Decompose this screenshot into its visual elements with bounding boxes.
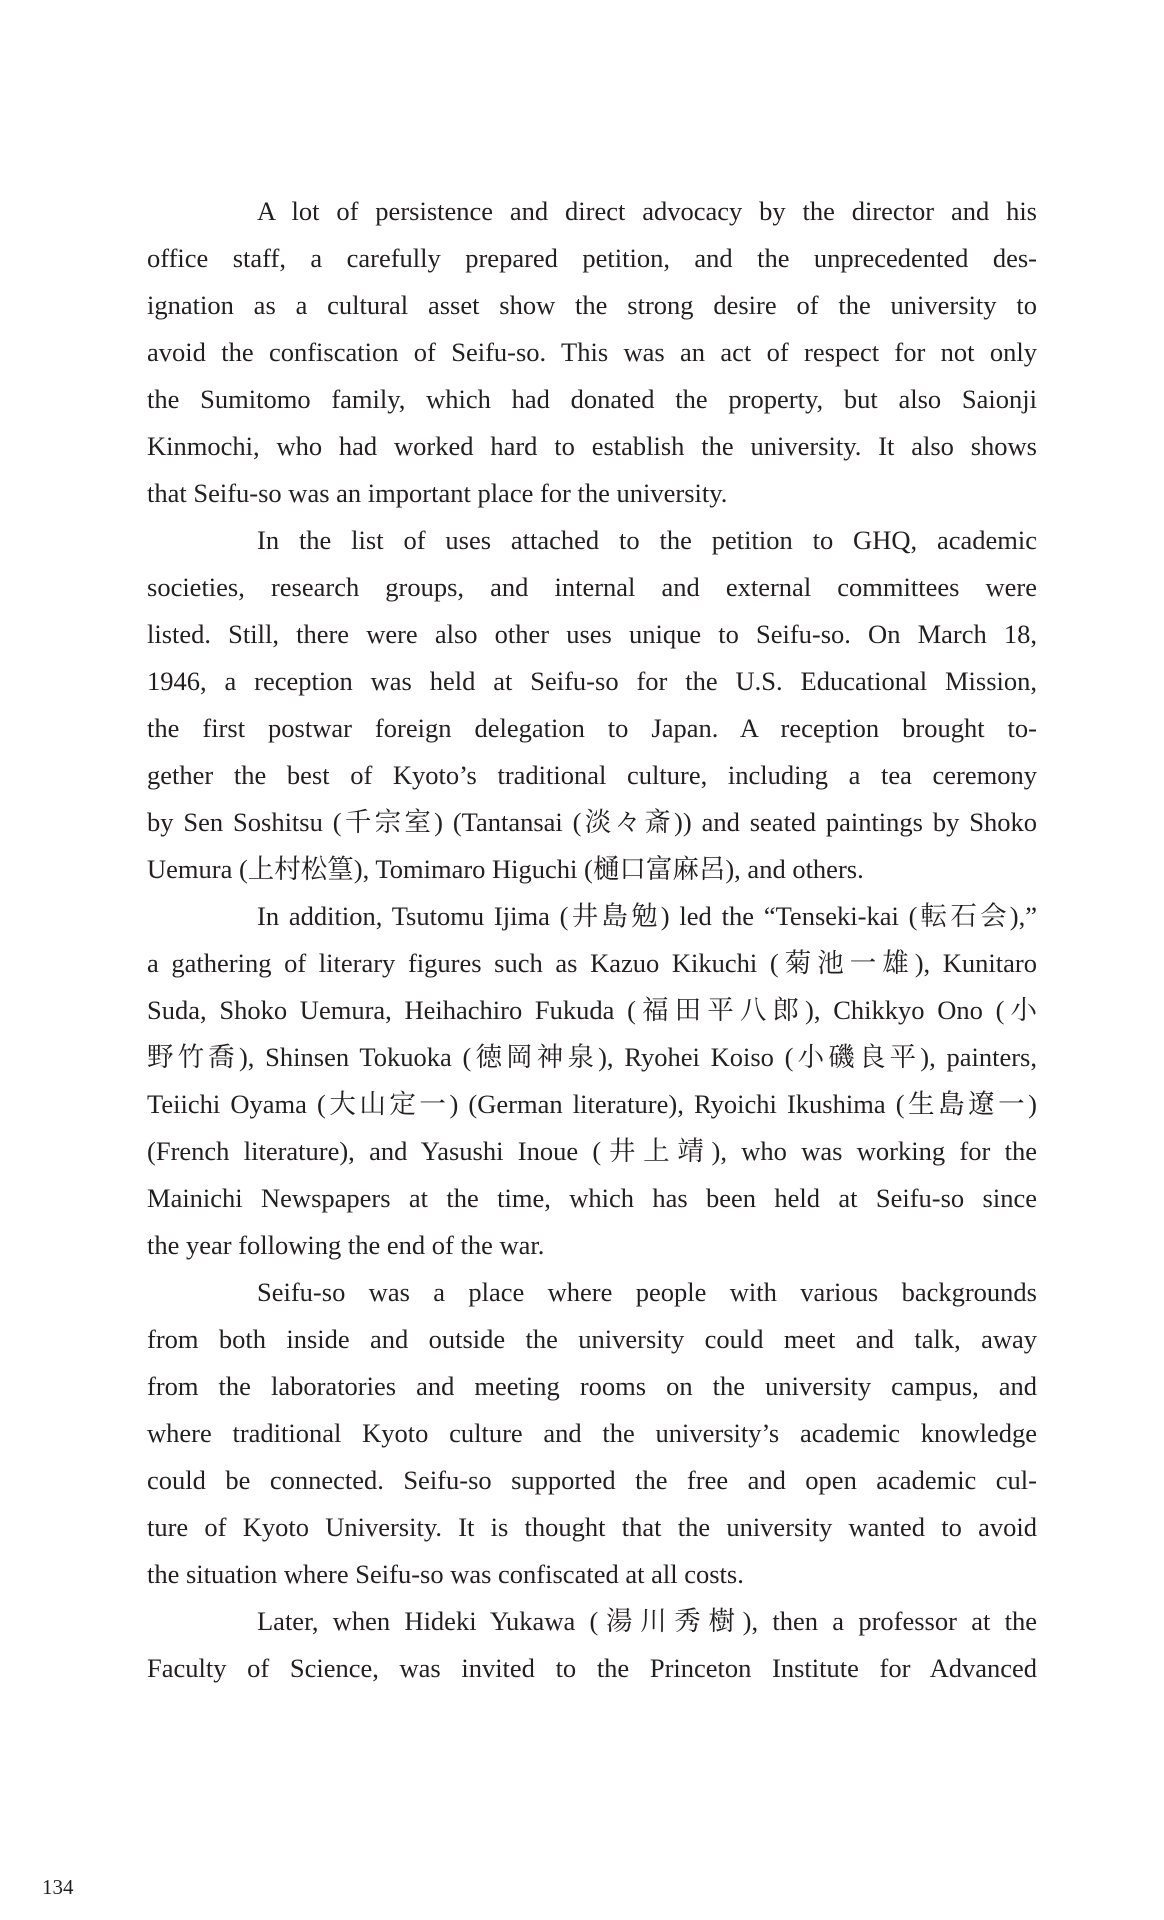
text-line: Faculty of Science, was invited to the Princeton Institute for Advanced [147, 1653, 1037, 1683]
text-line: A lot of persistence and direct advocacy by the director and his [257, 196, 1037, 226]
text-line: avoid the confiscation of Seifu-so. This was an act of respect for not only [147, 337, 1037, 367]
text-line: from the laboratories and meeting rooms on the university campus, and [147, 1371, 1037, 1401]
text-line: (French literature), and Yasushi Inoue (井上靖), who was working for the [147, 1136, 1037, 1166]
paragraph-3 [147, 893, 1037, 1269]
text-line: 1946, a reception was held at Seifu-so for the U.S. Educational Mission, [147, 666, 1037, 696]
text-line: listed. Still, there were also other uses unique to Seifu-so. On March 18, [147, 619, 1037, 649]
text-line: Mainichi Newspapers at the time, which has been held at Seifu-so since [147, 1183, 1037, 1213]
text-line: societies, research groups, and internal and external committees were [147, 572, 1037, 602]
text-line: In addition, Tsutomu Ijima (井島勉) led the “Tenseki-kai (転石会),” [257, 901, 1037, 931]
text-line: Seifu-so was a place where people with various backgrounds [257, 1277, 1037, 1307]
text-line: Kinmochi, who had worked hard to establish the university. It also shows [147, 431, 1037, 461]
text-line: the first postwar foreign delegation to Japan. A reception brought to- [147, 713, 1037, 743]
text-line: In the list of uses attached to the petition to GHQ, academic [257, 525, 1037, 555]
text-line: that Seifu-so was an important place for the university. [147, 478, 728, 508]
page-number: 134 [42, 1875, 74, 1899]
text-line: Teiichi Oyama (大山定一) (German literature), Ryoichi Ikushima (生島遼一) [147, 1089, 1037, 1119]
text-line: gether the best of Kyoto’s traditional culture, including a tea ceremony [147, 760, 1037, 790]
text-line: office staff, a carefully prepared petition, and the unprecedented des- [147, 243, 1037, 273]
body-text [147, 188, 1037, 1692]
text-line: where traditional Kyoto culture and the university’s academic knowledge [147, 1418, 1037, 1448]
text-line: the year following the end of the war. [147, 1230, 545, 1260]
text-line: ignation as a cultural asset show the strong desire of the university to [147, 290, 1037, 320]
text-line: 野竹喬), Shinsen Tokuoka (徳岡神泉), Ryohei Koiso (小磯良平), painters, [147, 1042, 1037, 1072]
text-line: from both inside and outside the university could meet and talk, away [147, 1324, 1037, 1354]
paragraph-5 [147, 1598, 1037, 1692]
text-line: by Sen Soshitsu (千宗室) (Tantansai (淡々斎)) and seated paintings by Shoko [147, 807, 1037, 837]
text-line: Uemura (上村松篁), Tomimaro Higuchi (樋口富麻呂), and others. [147, 854, 864, 884]
paragraph-4 [147, 1269, 1037, 1598]
text-line: Later, when Hideki Yukawa (湯川秀樹), then a professor at the [257, 1606, 1037, 1636]
text-line: the Sumitomo family, which had donated the property, but also Saionji [147, 384, 1037, 414]
text-line: ture of Kyoto University. It is thought that the university wanted to avoid [147, 1512, 1037, 1542]
text-line: a gathering of literary figures such as Kazuo Kikuchi (菊池一雄), Kunitaro [147, 948, 1037, 978]
text-line: could be connected. Seifu-so supported the free and open academic cul- [147, 1465, 1037, 1495]
paragraph-2 [147, 517, 1037, 893]
text-line: Suda, Shoko Uemura, Heihachiro Fukuda (福田平八郎), Chikkyo Ono (小 [147, 995, 1037, 1025]
text-line: the situation where Seifu-so was confiscated at all costs. [147, 1559, 744, 1589]
paragraph-1 [147, 188, 1037, 517]
